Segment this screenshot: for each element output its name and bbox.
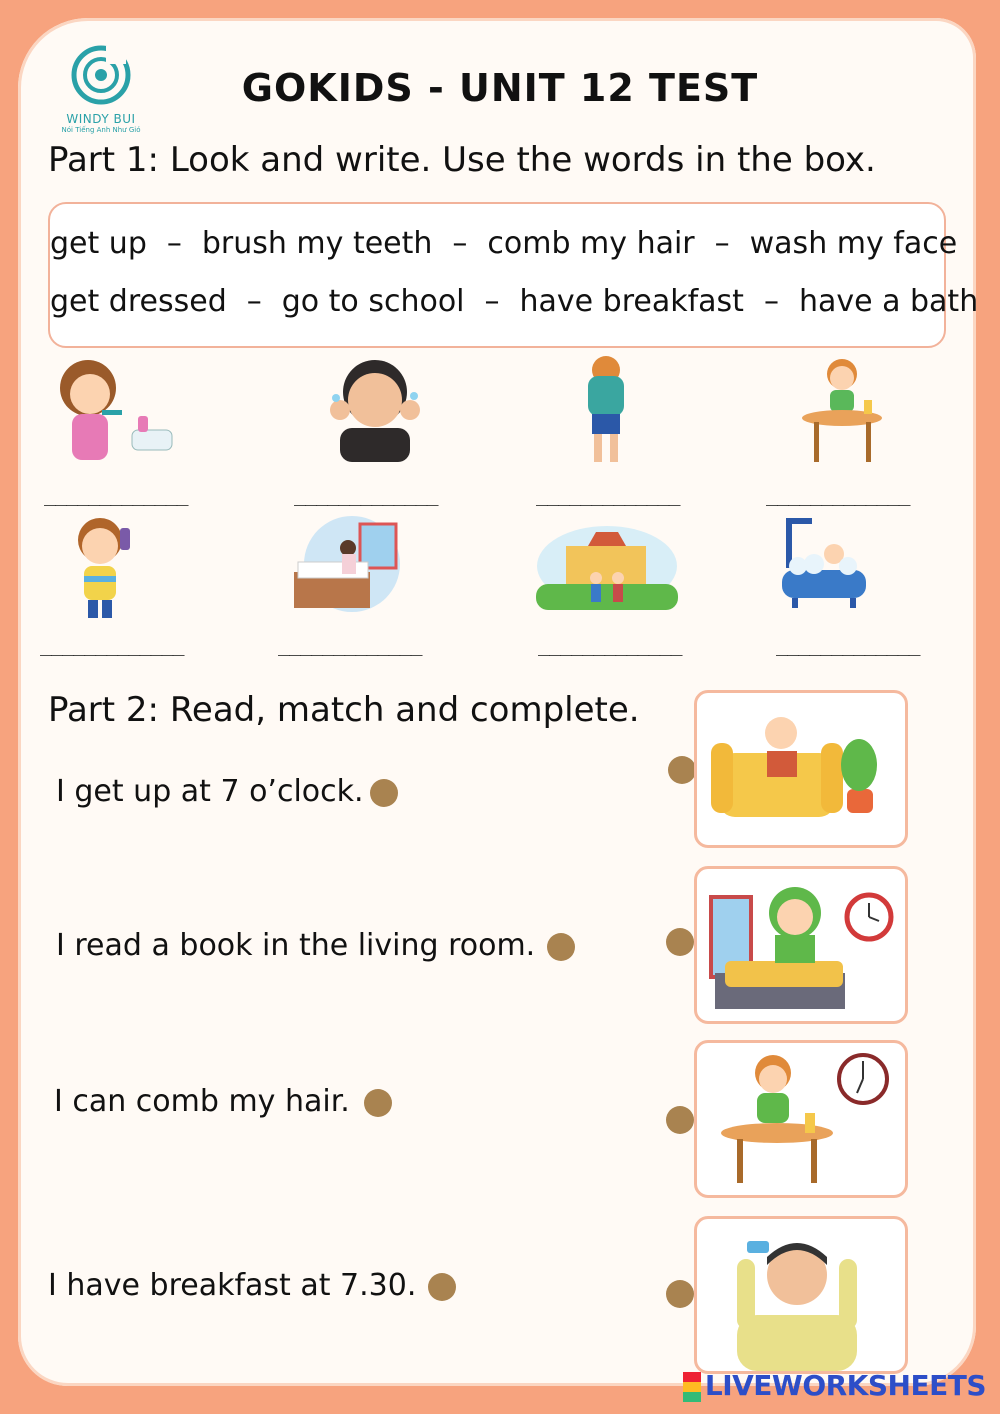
answer-blank-3[interactable]: _____________ [536, 482, 680, 506]
sentence-4 [48, 1268, 456, 1303]
separator: – [763, 284, 779, 319]
separator: – [246, 284, 262, 319]
sentence-1-match-dot[interactable] [370, 779, 398, 807]
sentence-3-text: I can comb my hair. [54, 1084, 350, 1119]
boy-washing-face-picture [316, 352, 434, 462]
picture-2-match-dot[interactable] [666, 928, 694, 956]
card-reading-in-living-room [694, 690, 908, 848]
boy-having-breakfast-picture [798, 352, 888, 468]
picture-3-match-dot[interactable] [666, 1106, 694, 1134]
answer-blank-6[interactable]: _____________ [278, 632, 422, 656]
logo-tagline: Nói Tiếng Anh Như Gió [61, 126, 141, 134]
word-box-line-1 [50, 226, 958, 261]
footer-brand: LIVEWORKSHEETS [704, 1369, 986, 1402]
answer-blank-1[interactable]: _____________ [44, 482, 188, 506]
picture-4-match-dot[interactable] [666, 1280, 694, 1308]
answer-blank-5[interactable]: _____________ [40, 632, 184, 656]
logo-brand: WINDY BUI [66, 112, 136, 126]
word-box [48, 202, 979, 348]
sentence-2-match-dot[interactable] [547, 933, 575, 961]
sentence-1 [56, 774, 398, 809]
sentence-3 [54, 1084, 392, 1119]
word-wash-my-face: wash my face [749, 226, 958, 261]
sentence-2-text: I read a book in the living room. [56, 928, 536, 963]
boy-combing-hair-picture [62, 514, 142, 622]
answer-blank-8[interactable]: _____________ [776, 632, 920, 656]
girl-brushing-teeth-picture [46, 352, 176, 467]
boy-having-bath-picture [778, 514, 870, 612]
card-breakfast-with-clock [694, 1040, 908, 1198]
word-get-dressed: get dressed [50, 284, 227, 319]
word-have-breakfast: have breakfast [519, 284, 744, 319]
separator: – [166, 226, 182, 261]
word-comb-my-hair: comb my hair [487, 226, 695, 261]
picture-1-match-dot[interactable] [668, 756, 696, 784]
card-combing-hair [694, 1216, 908, 1374]
liveworksheets-footer [683, 1369, 986, 1402]
answer-blank-2[interactable]: _____________ [294, 482, 438, 506]
separator: – [452, 226, 468, 261]
liveworksheets-logo-icon [683, 1372, 701, 1402]
word-brush-my-teeth: brush my teeth [201, 226, 433, 261]
part2-heading: Part 2: Read, match and complete. [48, 690, 640, 730]
word-box-line-2 [50, 284, 979, 319]
sentence-1-text: I get up at 7 o’clock. [56, 774, 364, 809]
sentence-4-match-dot[interactable] [428, 1273, 456, 1301]
word-get-up: get up [50, 226, 147, 261]
answer-blank-7[interactable]: _____________ [538, 632, 682, 656]
card-getting-up-with-alarm [694, 866, 908, 1024]
separator: – [484, 284, 500, 319]
sentence-3-match-dot[interactable] [364, 1089, 392, 1117]
answer-blank-4[interactable]: _____________ [766, 482, 910, 506]
boy-getting-dressed-picture [572, 350, 642, 466]
sentence-4-text: I have breakfast at 7.30. [48, 1268, 417, 1303]
sentence-2 [56, 928, 575, 963]
separator: – [714, 226, 730, 261]
girl-getting-up-picture [290, 514, 410, 614]
children-going-to-school-picture [536, 518, 678, 614]
page-title: GOKIDS - UNIT 12 TEST [241, 66, 759, 110]
part1-heading: Part 1: Look and write. Use the words in the box. [48, 140, 876, 180]
word-go-to-school: go to school [281, 284, 465, 319]
word-have-a-bath: have a bath [798, 284, 979, 319]
